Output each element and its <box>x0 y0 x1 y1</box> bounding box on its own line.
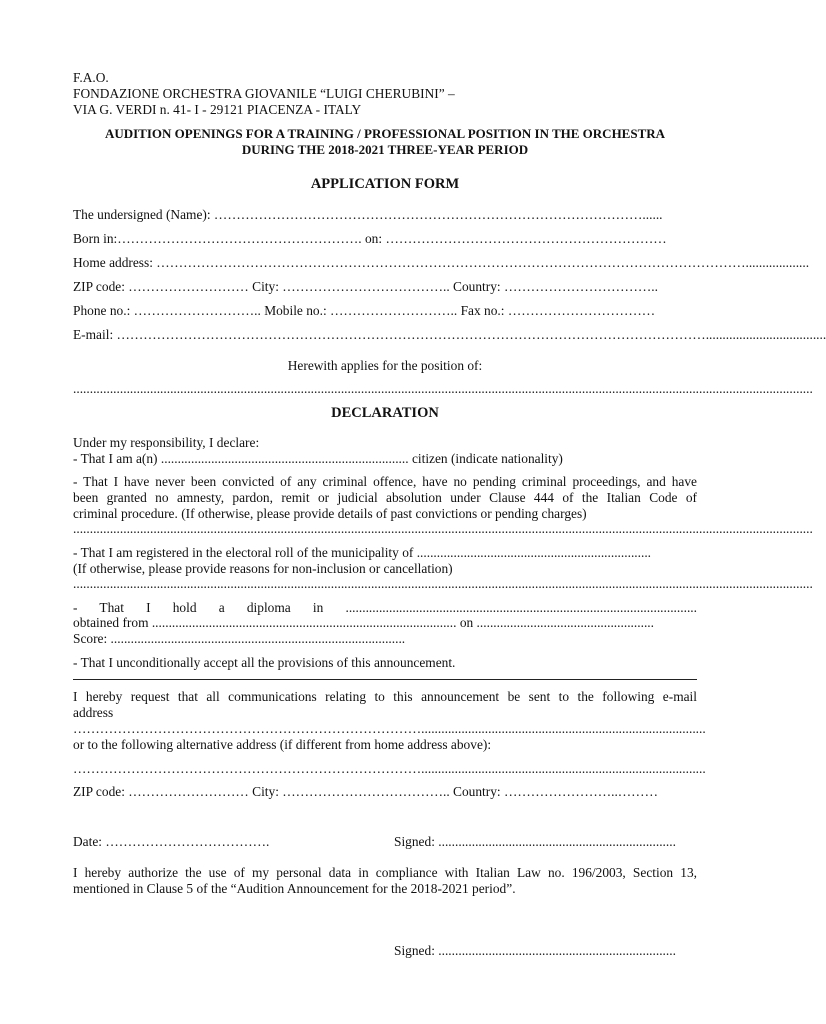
accept-provisions-statement: - That I unconditionally accept all the provisions of this announcement. <box>73 655 456 670</box>
alternative-address-field[interactable]: ……………………………………………………………………..................................................................................... <box>73 761 706 776</box>
home-address-field[interactable]: Home address: ……………………………………………………………………………………………………………………................... <box>73 255 810 270</box>
position-field[interactable]: ............................................................................................................................................................................................................................. <box>73 381 813 396</box>
electoral-roll-field[interactable]: - That I am registered in the electoral roll of the municipality of ...................................................................... <box>73 545 652 560</box>
declaration-intro: Under my responsibility, I declare: <box>73 435 260 450</box>
form-title: APPLICATION FORM <box>310 176 460 192</box>
criminal-statement-line-3: criminal procedure. (If otherwise, please provide details of past convictions or pending charges) <box>73 506 587 521</box>
birth-field[interactable]: Born in:………………………………………………. on: ……………………………………………………… <box>73 231 667 246</box>
name-field[interactable]: The undersigned (Name): ……………………………………………………………………………………...... <box>73 207 663 222</box>
email-field[interactable]: E-mail: …………………………………………………………………………………………………………………….................................... <box>73 327 826 342</box>
communications-email-field[interactable]: ……………………………………………………………………..................................................................................... <box>73 721 706 736</box>
criminal-statement-line-1: - That I have never been convicted of any criminal offence, have no pending criminal proceedings, and have <box>73 474 697 489</box>
position-label: Herewith applies for the position of: <box>287 358 483 373</box>
section-divider <box>73 679 697 680</box>
nationality-field[interactable]: - That I am a(n) .......................................................................... citizen (indicate nationality) <box>73 451 563 466</box>
phone-mobile-fax-field[interactable]: Phone no.: ……………………….. Mobile no.: ……………………….. Fax no.: …………………………… <box>73 303 656 318</box>
alternative-zip-city-country-field[interactable]: ZIP code: ……………………… City: ……………………………….. Country: ……………………..……… <box>73 784 658 799</box>
criminal-details-field[interactable]: ............................................................................................................................................................................................................................. <box>73 521 813 536</box>
zip-city-country-field[interactable]: ZIP code: ……………………… City: ……………………………….. Country: …………………………….. <box>73 279 658 294</box>
electoral-reasons-field[interactable]: ............................................................................................................................................................................................................................. <box>73 576 813 591</box>
address-organization: FONDAZIONE ORCHESTRA GIOVANILE “LUIGI CHERUBINI” – <box>73 86 455 101</box>
communications-request-line-1: I hereby request that all communications relating to this announcement be sent to the following e-mail <box>73 689 697 704</box>
declaration-title: DECLARATION <box>331 405 439 421</box>
communications-request-line-2: address <box>73 705 114 720</box>
signature-field[interactable]: Signed: ....................................................................... <box>394 834 676 849</box>
heading-line-1: AUDITION OPENINGS FOR A TRAINING / PROFESSIONAL POSITION IN THE ORCHESTRA <box>104 126 666 141</box>
diploma-obtained-field[interactable]: obtained from ........................................................................................... on ..................................................... <box>73 615 654 630</box>
diploma-score-field[interactable]: Score: ........................................................................................ <box>73 631 406 646</box>
electoral-note: (If otherwise, please provide reasons for non-inclusion or cancellation) <box>73 561 453 576</box>
alternative-address-label: or to the following alternative address (if different from home address above): <box>73 737 492 752</box>
privacy-consent-line-2: mentioned in Clause 5 of the “Audition Announcement for the 2018-2021 period”. <box>73 881 516 896</box>
date-field[interactable]: Date: ………………………………. <box>73 834 270 849</box>
criminal-statement-line-2: been granted no amnesty, pardon, remit or judicial absolution under Clause 444 of the Italian Code of <box>73 490 697 505</box>
heading-line-2: DURING THE 2018-2021 THREE-YEAR PERIOD <box>241 142 529 157</box>
privacy-consent-line-1: I hereby authorize the use of my personal data in compliance with Italian Law no. 196/2003, Section 13, <box>73 865 697 880</box>
diploma-field[interactable]: - That I hold a diploma in ......................................................................................................... <box>73 600 697 615</box>
address-street: VIA G. VERDI n. 41- I - 29121 PIACENZA - ITALY <box>73 102 362 117</box>
final-signature-field[interactable]: Signed: ....................................................................... <box>394 943 676 958</box>
address-fao: F.A.O. <box>73 70 109 85</box>
